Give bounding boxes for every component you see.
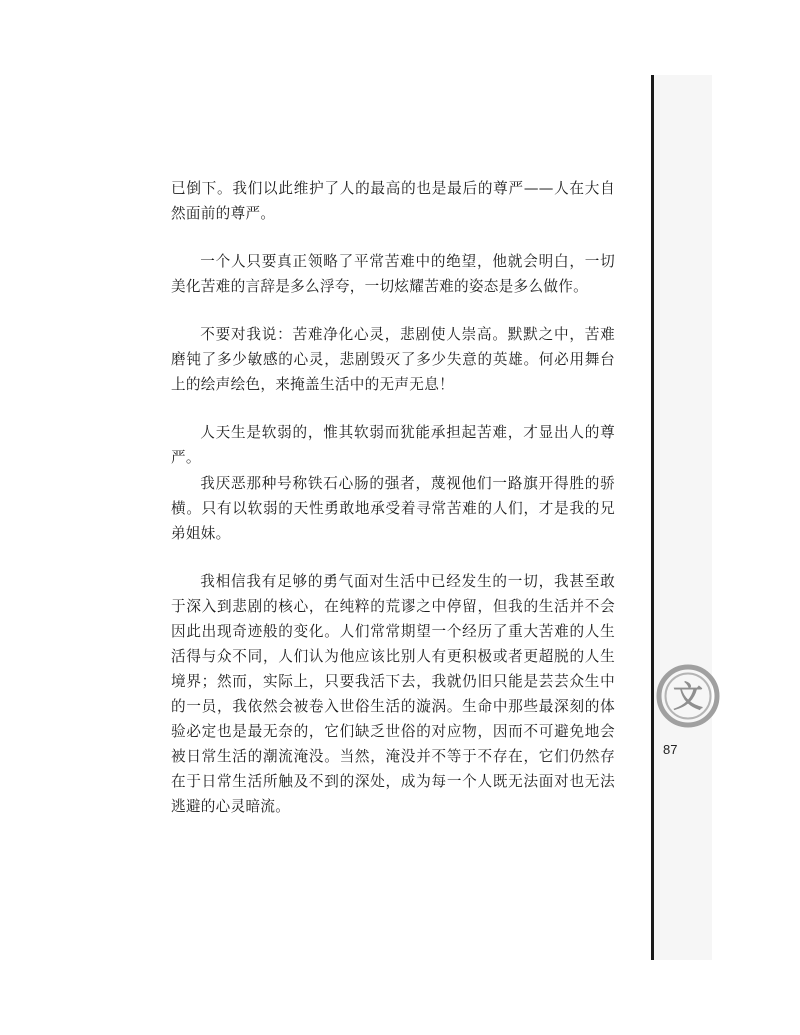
margin-band: [652, 75, 712, 960]
paragraph-2: 一个人只要真正领略了平常苦难中的绝望，他就会明白，一切美化苦难的言辞是多么浮夸，一切炫耀苦难的姿态是多么做作。: [171, 253, 615, 295]
paragraph-5: 我厌恶那种号称铁石心肠的强者，蔑视他们一路旗开得胜的骄横。只有以软弱的天性勇敢地承受着寻常苦难的人们，才是我的兄弟姐妹。: [171, 475, 615, 542]
paragraph-6: 我相信我有足够的勇气面对生活中已经发生的一切，我甚至敢于深入到悲剧的核心，在纯粹的荒谬之中停留，但我的生活并不会因此出现奇迹般的变化。人们常常期望一个经历了重大苦难的人生活得与众不同，人们认为他应该比别人有更积极或者更超脱的人生境界；然而，实际上，只要我活下去，我就仍旧只能是芸芸众生中的一员，我依然会被卷入世俗生活的漩涡。生命中那些最深刻的体验必定也是最无奈的，它们缺乏世俗的对应物，因而不可避免地会被日常生活的潮流淹没。当然，淹没并不等于不存在，它们仍然存在于日常生活所触及不到的深处，成为每一个人既无法面对也无法逃避的心灵暗流。: [171, 573, 615, 815]
body-text: [171, 176, 615, 819]
paragraph-3: 不要对我说：苦难净化心灵，悲剧使人崇高。默默之中，苦难磨钝了多少敏感的心灵，悲剧毁灭了多少失意的英雄。何必用舞台上的绘声绘色，来掩盖生活中的无声无息！: [171, 326, 615, 393]
page-number: 87: [663, 742, 678, 757]
paragraph-4: 人天生是软弱的，惟其软弱而犹能承担起苦难，才显出人的尊严。: [171, 424, 615, 466]
paragraph-1: 已倒下。我们以此维护了人的最高的也是最后的尊严——人在大自然面前的尊严。: [171, 180, 615, 222]
seal-glyph: 文: [673, 680, 703, 715]
wen-character-seal-icon: [655, 663, 721, 729]
vertical-rule: [651, 75, 654, 960]
